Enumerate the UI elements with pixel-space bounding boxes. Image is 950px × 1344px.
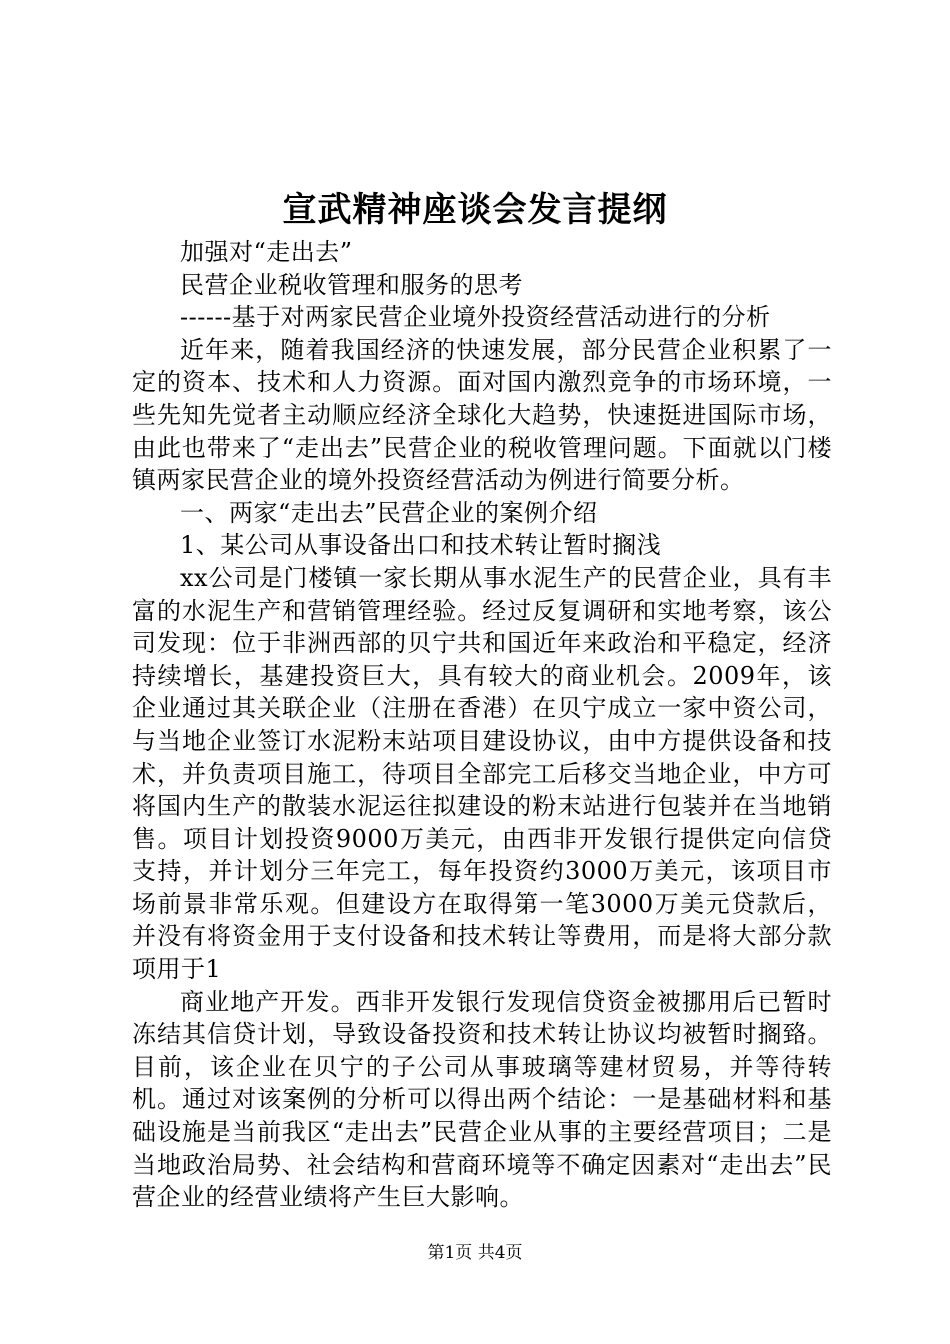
paragraph-case-1-continued: 商业地产开发。西非开发银行发现信贷资金被挪用后已暂时冻结其信贷计划，导致设备投资和技术转让协议均被暂时搁臵。目前，该企业在贝宁的子公司从事玻璃等建材贸易，并等待转机。通过对该案例的分析可以得出两个结论：一是基础材料和基础设施是当前我区“走出去”民营企业从事的主要经营项目；二是当地政治局势、社会结构和营商环境等不确定因素对“走出去”民营企业的经营业绩将产生巨大影响。 (132, 987, 832, 1212)
subtitle-line: ------基于对两家民营企业境外投资经营活动进行的分析 (180, 303, 771, 332)
page-footer: 第1页 共4页 (427, 1243, 523, 1263)
section-heading-1: 一、两家“走出去”民营企业的案例介绍 (180, 498, 598, 527)
paragraph-intro: 近年来，随着我国经济的快速发展，部分民营企业积累了一定的资本、技术和人力资源。面对国内激烈竞争的市场环境，一些先知先觉者主动顺应经济全球化大趋势，快速挺进国际市场，由此也带来了“走出去”民营企业的税收管理问题。下面就以门楼镇两家民营企业的境外投资经营活动为例进行简要分析。 (132, 335, 832, 495)
document-body (132, 236, 832, 1214)
subsection-heading-1: 1、某公司从事设备出口和技术转让暂时搁浅 (180, 531, 662, 560)
paragraph-case-1: xx公司是门楼镇一家长期从事水泥生产的民营企业，具有丰富的水泥生产和营销管理经验。经过反复调研和实地考察，该公司发现：位于非洲西部的贝宁共和国近年来政治和平稳定，经济持续增长，基建投资巨大，具有较大的商业机会。2009年，该企业通过其关联企业（注册在香港）在贝宁成立一家中资公司，与当地企业签订水泥粉末站项目建设协议，由中方提供设备和技术，并负责项目施工，待项目全部完工后移交当地企业，中方可将国内生产的散装水泥运往拟建设的粉末站进行包装并在当地销售。项目计划投资9000万美元，由西非开发银行提供定向信贷支持，并计划分三年完工，每年投资约3000万美元，该项目市场前景非常乐观。但建设方在取得第一笔3000万美元贷款后，并没有将资金用于支付设备和技术转让等费用，而是将大部分款项用于1 (132, 563, 832, 984)
document-title: 宣武精神座谈会发言提纲 (282, 190, 668, 230)
heading-line-1: 加强对“走出去” (180, 238, 353, 266)
heading-line-2: 民营企业税收管理和服务的思考 (180, 270, 523, 299)
